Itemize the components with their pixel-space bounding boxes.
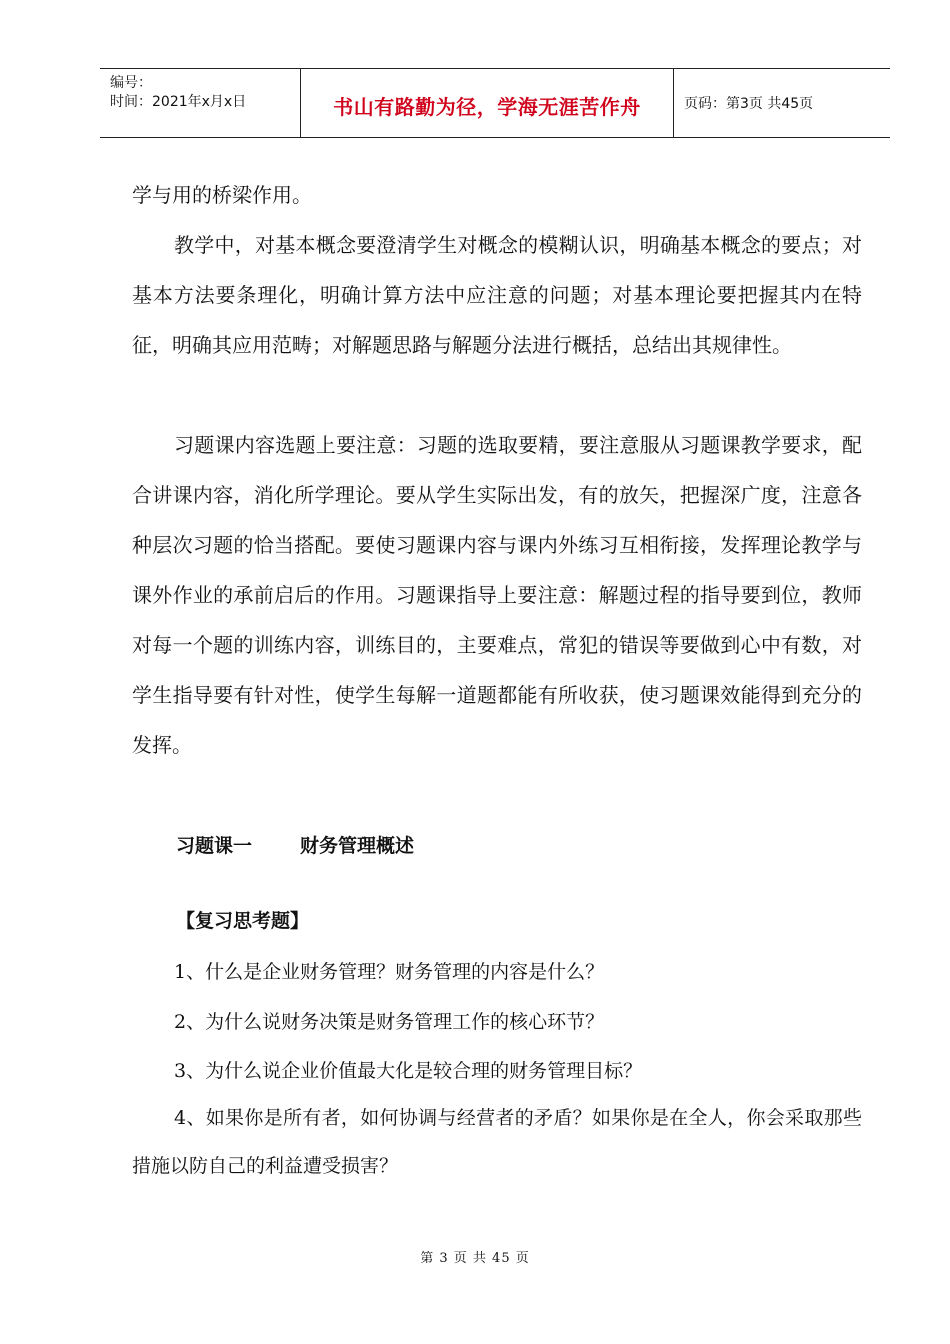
page-footer: 第 3 页 共 45 页 xyxy=(420,1251,530,1266)
paragraph-teaching: 教学中，对基本概念要澄清学生对概念的模糊认识，明确基本概念的要点；对基本方法要条理化，明确计算方法中应注意的问题；对基本理论要把握其内在特征，明确其应用范畴；对解题思路与解题分法进行概括，总结出其规律性。 xyxy=(132,233,862,357)
paragraph-continuation: 学与用的桥梁作用。 xyxy=(132,183,312,207)
header-page-info: 页码：第3页 共45页 xyxy=(684,96,814,112)
question-item: 1、什么是企业财务管理？财务管理的内容是什么？ xyxy=(174,961,605,983)
paragraph-exercise-selection: 习题课内容选题上要注意：习题的选取要精，要注意服从习题课教学要求，配合讲课内容，消化所学理论。要从学生实际出发，有的放矢，把握深广度，注意各种层次习题的恰当搭配。要使习题课内容与课内外练习互相衔接，发挥理论教学与课外作业的承前启后的作用。习题课指导上要注意：解题过程的指导要到位，教师对每一个题的训练内容，训练目的，主要难点，常犯的错误等要做到心中有数，对学生指导要有针对性，使学生每解一道题都能有所收获，使习题课效能得到充分的发挥。 xyxy=(132,433,862,757)
header-meta-cell xyxy=(100,69,301,137)
question-item: 4、如果你是所有者，如何协调与经营者的矛盾？如果你是在全人，你会采取那些措施以防自己的利益遭受损害？ xyxy=(132,1107,862,1177)
header-page-cell xyxy=(674,69,890,137)
question-item: 3、为什么说企业价值最大化是较合理的财务管理目标？ xyxy=(174,1060,643,1082)
review-questions-heading: 【复习思考题】 xyxy=(176,910,310,932)
lesson-label: 习题课一 xyxy=(176,835,253,857)
document-time-label: 时间：2021年x月x日 xyxy=(110,94,247,110)
page-header xyxy=(100,68,890,138)
lesson-title: 财务管理概述 xyxy=(300,835,415,857)
header-motto: 书山有路勤为径，学海无涯苦作舟 xyxy=(333,95,641,119)
question-item: 2、为什么说财务决策是财务管理工作的核心环节？ xyxy=(174,1011,605,1033)
document-number-label: 编号： xyxy=(110,75,152,91)
header-motto-cell xyxy=(301,69,674,137)
